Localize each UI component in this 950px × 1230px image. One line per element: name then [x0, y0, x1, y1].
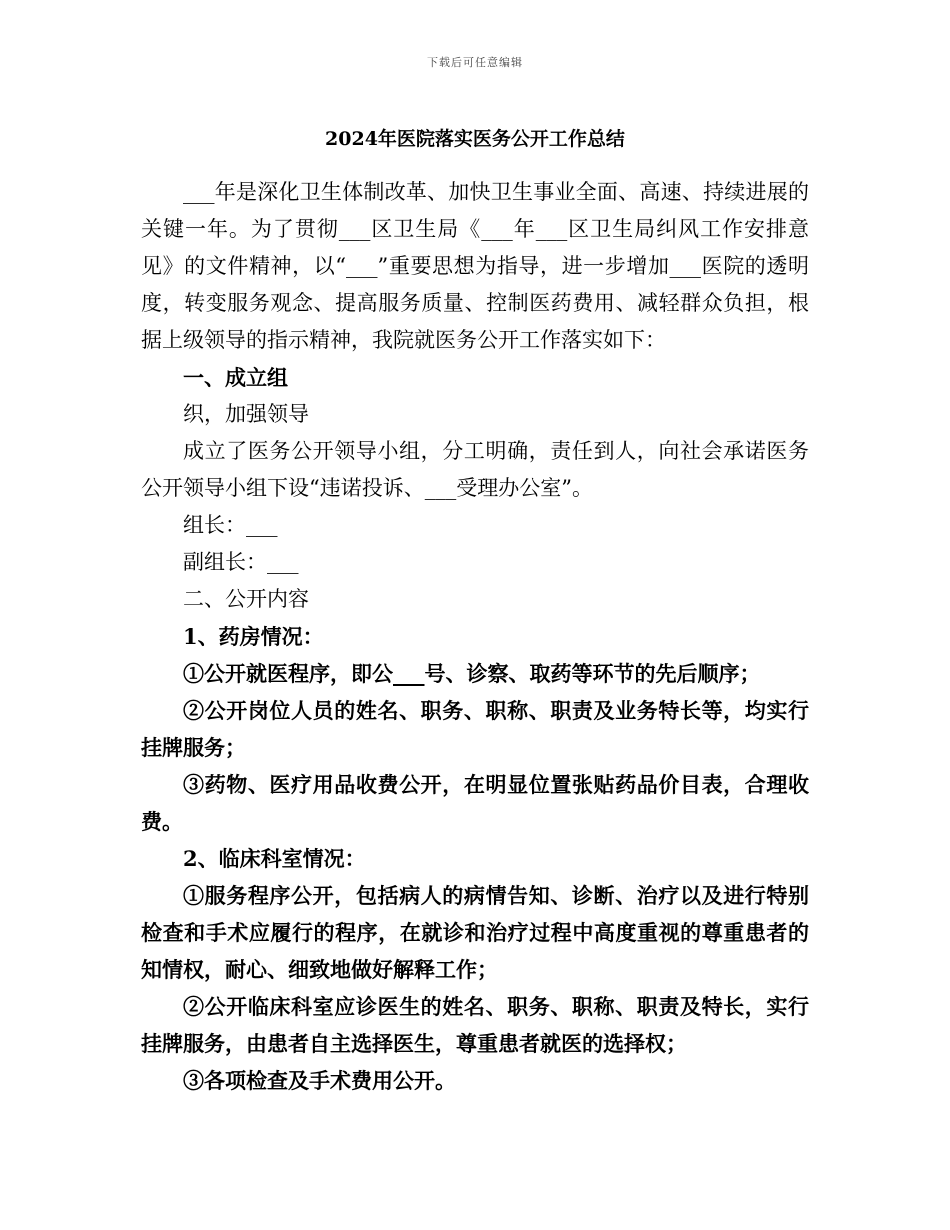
- paragraph: ①服务程序公开，包括病人的病情告知、诊断、治疗以及进行特别检查和手术应履行的程序，在就诊和治疗过程中高度重视的尊重患者的知情权，耐心、细致地做好解释工作；: [141, 883, 809, 982]
- document-title: 2024年医院落实医务公开工作总结: [325, 128, 625, 150]
- paragraph: 织，加强领导: [183, 402, 309, 426]
- paragraph: 二、公开内容: [183, 587, 309, 611]
- paragraph: ③药物、医疗用品收费公开，在明显位置张贴药品价目表，合理收费。: [141, 772, 809, 834]
- paragraph: ①公开就医程序，即公___号、诊察、取药等环节的先后顺序；: [183, 661, 761, 686]
- paragraph: 1、药房情况：: [183, 624, 324, 649]
- paragraph: ②公开临床科室应诊医生的姓名、职务、职称、职责及特长，实行挂牌服务，由患者自主选择医生，尊重患者就医的选择权；: [141, 994, 809, 1056]
- paragraph: 组长：___: [183, 513, 278, 537]
- paragraph: 副组长：___: [183, 550, 299, 574]
- paragraph: 成立了医务公开领导小组，分工明确，责任到人，向社会承诺医务公开领导小组下设“违诺投诉、___受理办公室”。: [141, 439, 809, 500]
- paragraph: ②公开岗位人员的姓名、职务、职称、职责及业务特长等，均实行挂牌服务；: [141, 698, 809, 760]
- document-body: [141, 174, 809, 1099]
- paragraph: ③各项检查及手术费用公开。: [183, 1068, 456, 1093]
- paragraph: ___年是深化卫生体制改革、加快卫生事业全面、高速、持续进展的关键一年。为了贯彻___区卫生局《___年___区卫生局纠风工作安排意见》的文件精神，以“___”重要思想为指导，进一步增加___医院的透明度，转变服务观念、提高服务质量、控制医药费用、减轻群众负担，根据上级领导的指示精神，我院就医务公开工作落实如下：: [141, 180, 809, 352]
- paragraph: 一、成立组: [183, 365, 288, 390]
- paragraph: 2、临床科室情况：: [183, 846, 366, 871]
- header-note: 下载后可任意编辑: [427, 56, 523, 69]
